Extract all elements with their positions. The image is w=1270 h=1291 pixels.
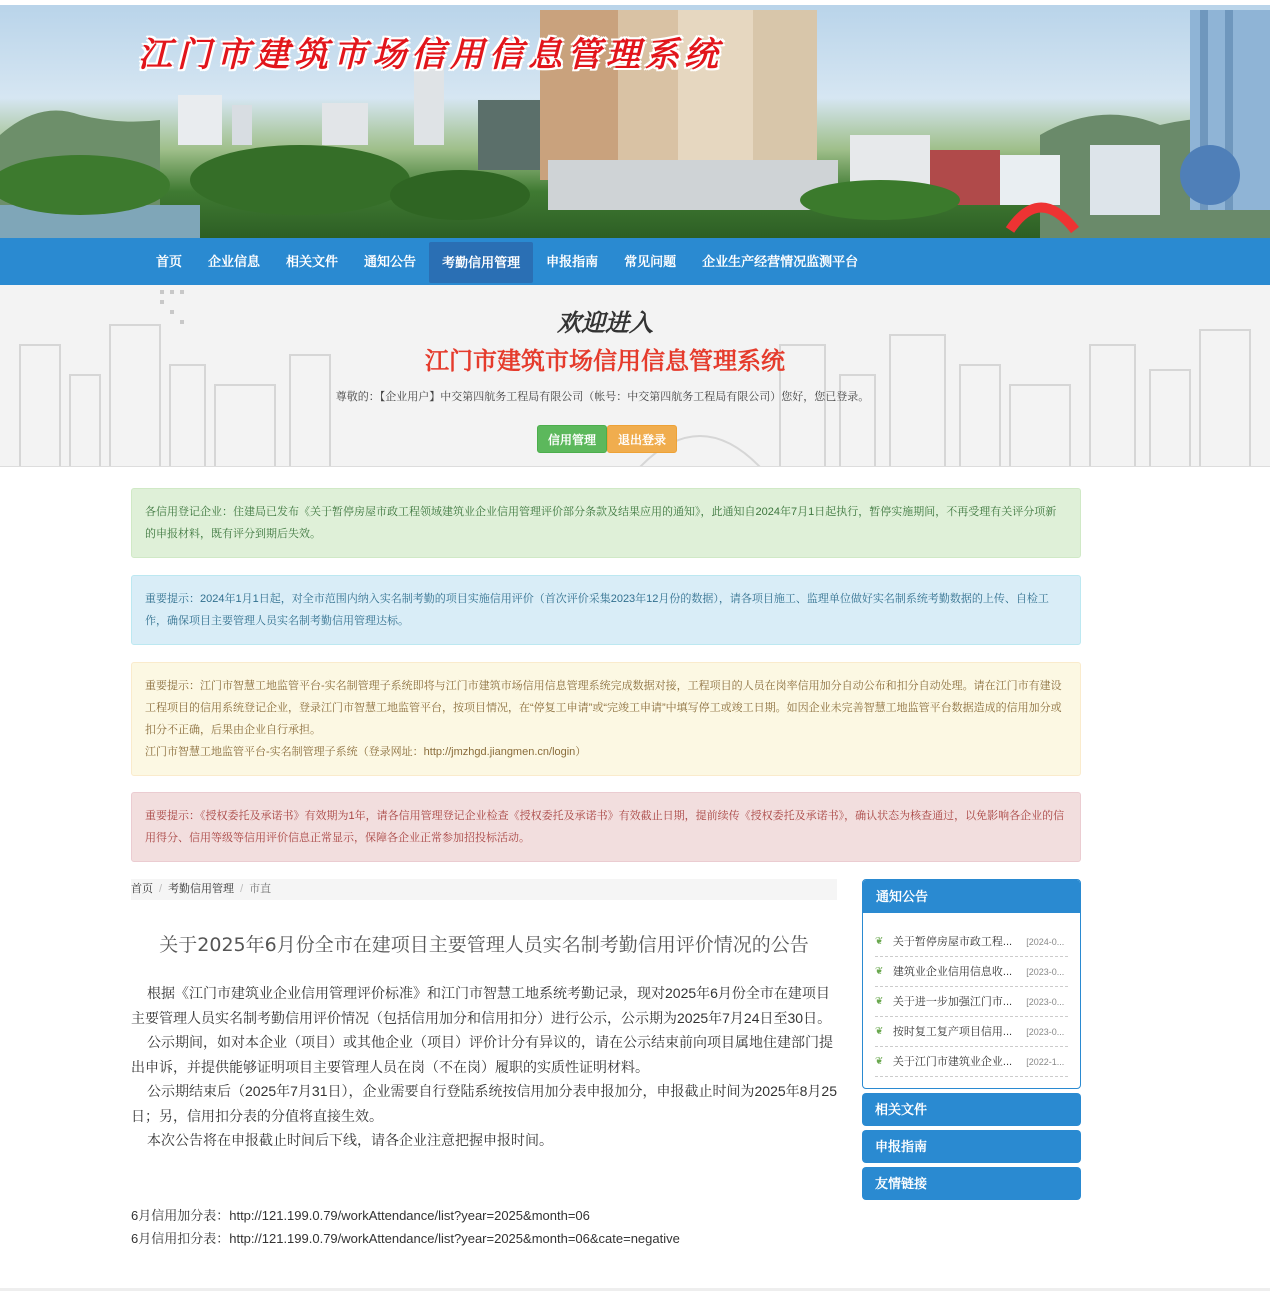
notice-item-date: [2024-0... <box>1026 937 1065 947</box>
article-paragraph: 公示期间，如对本企业（项目）或其他企业（项目）评价计分有异议的，请在公示结束前向项目属地住建部门提出申诉，并提供能够证明项目主要管理人员在岗（不在岗）履职的实质性证明材料。 <box>131 1034 833 1075</box>
declaration-guide-heading[interactable]: 申报指南 <box>862 1130 1081 1163</box>
sprout-icon: ❦ <box>875 1026 884 1037</box>
nav-item-declaration-guide[interactable]: 申报指南 <box>546 254 599 269</box>
article-paragraph: 公示期结束后（2025年7月31日），企业需要自行登陆系统按信用加分表申报加分，申报截止时间为2025年8月25日；另，信用扣分表的分值将直接生效。 <box>131 1083 838 1124</box>
nav-item-monitoring-platform[interactable]: 企业生产经营情况监测平台 <box>702 254 859 269</box>
declaration-guide-panel <box>862 1130 1081 1163</box>
sprout-icon: ❦ <box>875 1056 884 1067</box>
notice-item-title: 按时复工复产项目信用... <box>892 1026 1013 1038</box>
notice-panel-heading[interactable]: 通知公告 <box>863 880 1080 913</box>
sprout-icon: ❦ <box>875 936 884 947</box>
alert-warning <box>131 662 1081 776</box>
sprout-icon: ❦ <box>875 996 884 1007</box>
breadcrumb-current: 市直 <box>249 883 272 895</box>
notice-item-title: 关于进一步加强江门市... <box>892 996 1013 1008</box>
sprout-icon: ❦ <box>875 966 884 977</box>
alert-warning-text: 重要提示：江门市智慧工地监管平台-实名制管理子系统即将与江门市建筑市场信用信息管理系统完成数据对接，工程项目的人员在岗率信用加分自动公布和扣分自动处理。请在江门市有建设工程项目的信用系统登记企业，登录江门市智慧工地监管平台，按项目情况，在“停复工申请”或“完竣工申请”中填写停工或竣工日期。如因企业未完善智慧工地监管平台数据造成的信用加分或扣分不正确，后果由企业自行承担。 <box>145 680 1062 736</box>
alert-danger <box>131 792 1081 862</box>
breadcrumb-section[interactable]: 考勤信用管理 <box>168 883 235 895</box>
logout-button[interactable]: 退出登录 <box>607 425 677 453</box>
notice-item[interactable] <box>875 987 1068 1017</box>
related-files-panel <box>862 1093 1081 1126</box>
article-paragraph: 本次公告将在申报截止时间后下线，请各企业注意把握申报时间。 <box>147 1132 553 1148</box>
notice-item-title: 关于暂停房屋市政工程... <box>892 936 1013 948</box>
notice-list <box>863 913 1080 1077</box>
notice-item[interactable] <box>875 927 1068 957</box>
alert-warning-link[interactable]: 江门市智慧工地监管平台-实名制管理子系统（登录网址：http://jmzhgd.jiangmen.cn/login） <box>145 746 587 758</box>
nav-item-related-files[interactable]: 相关文件 <box>286 254 339 269</box>
notice-item-date: [2022-1... <box>1026 1057 1065 1067</box>
banner-title: 江门市建筑市场信用信息管理系统 <box>138 35 723 75</box>
notice-item[interactable] <box>875 957 1068 987</box>
article-links <box>131 1204 837 1250</box>
article-paragraph: 根据《江门市建筑业企业信用管理评价标准》和江门市智慧工地系统考勤记录，现对2025年6月份全市在建项目主要管理人员实名制考勤信用评价情况（包括信用加分和信用扣分）进行公示，公示期为2025年7月24日至30日。 <box>131 985 832 1026</box>
notice-item-date: [2023-0... <box>1026 997 1065 1007</box>
main-navbar <box>0 238 1270 285</box>
nav-item-faq[interactable]: 常见问题 <box>624 254 677 269</box>
breadcrumb-home[interactable]: 首页 <box>131 883 153 895</box>
notice-item-title: 建筑业企业信用信息收... <box>892 966 1013 978</box>
notice-item-date: [2023-0... <box>1026 1027 1065 1037</box>
nav-item-home[interactable]: 首页 <box>156 254 183 269</box>
breadcrumb <box>131 879 837 900</box>
alert-danger-text: 重要提示：《授权委托及承诺书》有效期为1年，请各信用管理登记企业检查《授权委托及承诺书》有效截止日期，提前续传《授权委托及承诺书》，确认状态为核查通过，以免影响各企业的信用得分、信用等级等信用评价信息正常显示，保障各企业正常参加招投标活动。 <box>145 810 1065 844</box>
article-body <box>131 981 837 1153</box>
nav-item-notices[interactable]: 通知公告 <box>364 254 417 269</box>
credit-bonus-table-link[interactable]: 6月信用加分表：http://121.199.0.79/workAttendance/list?year=2025&month=06 <box>131 1208 590 1223</box>
breadcrumb-separator: / <box>159 883 163 895</box>
notice-item-date: [2023-0... <box>1026 967 1065 977</box>
credit-deduction-table-link[interactable]: 6月信用扣分表：http://121.199.0.79/workAttendance/list?year=2025&month=06&cate=negative <box>131 1231 680 1246</box>
related-files-heading[interactable]: 相关文件 <box>862 1093 1081 1126</box>
notice-panel <box>862 879 1081 1089</box>
credit-management-button[interactable]: 信用管理 <box>537 425 607 453</box>
welcome-heading: 欢迎进入 <box>557 310 653 337</box>
breadcrumb-separator: / <box>240 883 244 895</box>
nav-item-attendance-credit[interactable]: 考勤信用管理 <box>429 242 533 283</box>
notice-item[interactable] <box>875 1047 1068 1077</box>
friendly-links-panel <box>862 1167 1081 1200</box>
friendly-links-heading[interactable]: 友情链接 <box>862 1167 1081 1200</box>
article-title: 关于2025年6月份全市在建项目主要管理人员实名制考勤信用评价情况的公告 <box>159 934 809 956</box>
alert-info-text: 重要提示：2024年1月1日起，对全市范围内纳入实名制考勤的项目实施信用评价（首次评价采集2023年12月份的数据），请各项目施工、监理单位做好实名制系统考勤数据的上传、自检工作，确保项目主要管理人员实名制考勤信用管理达标。 <box>145 593 1049 627</box>
alert-success <box>131 488 1081 558</box>
notice-item[interactable] <box>875 1017 1068 1047</box>
nav-item-enterprise-info[interactable]: 企业信息 <box>208 254 261 269</box>
welcome-section <box>0 285 1270 467</box>
alert-info <box>131 575 1081 645</box>
notice-item-title: 关于江门市建筑业企业... <box>892 1056 1013 1068</box>
welcome-system-name: 江门市建筑市场信用信息管理系统 <box>425 348 785 375</box>
logged-in-user-text: 尊敬的：【企业用户】中交第四航务工程局有限公司（帐号：中交第四航务工程局有限公司）您好，您已登录。 <box>335 391 870 403</box>
alert-success-text: 各信用登记企业：住建局已发布《关于暂停房屋市政工程领域建筑业企业信用管理评价部分条款及结果应用的通知》，此通知自2024年7月1日起执行，暂停实施期间，不再受理有关评分项新的申报材料，既有评分到期后失效。 <box>145 506 1057 540</box>
header-banner <box>0 5 1270 238</box>
nav-list <box>143 238 871 285</box>
